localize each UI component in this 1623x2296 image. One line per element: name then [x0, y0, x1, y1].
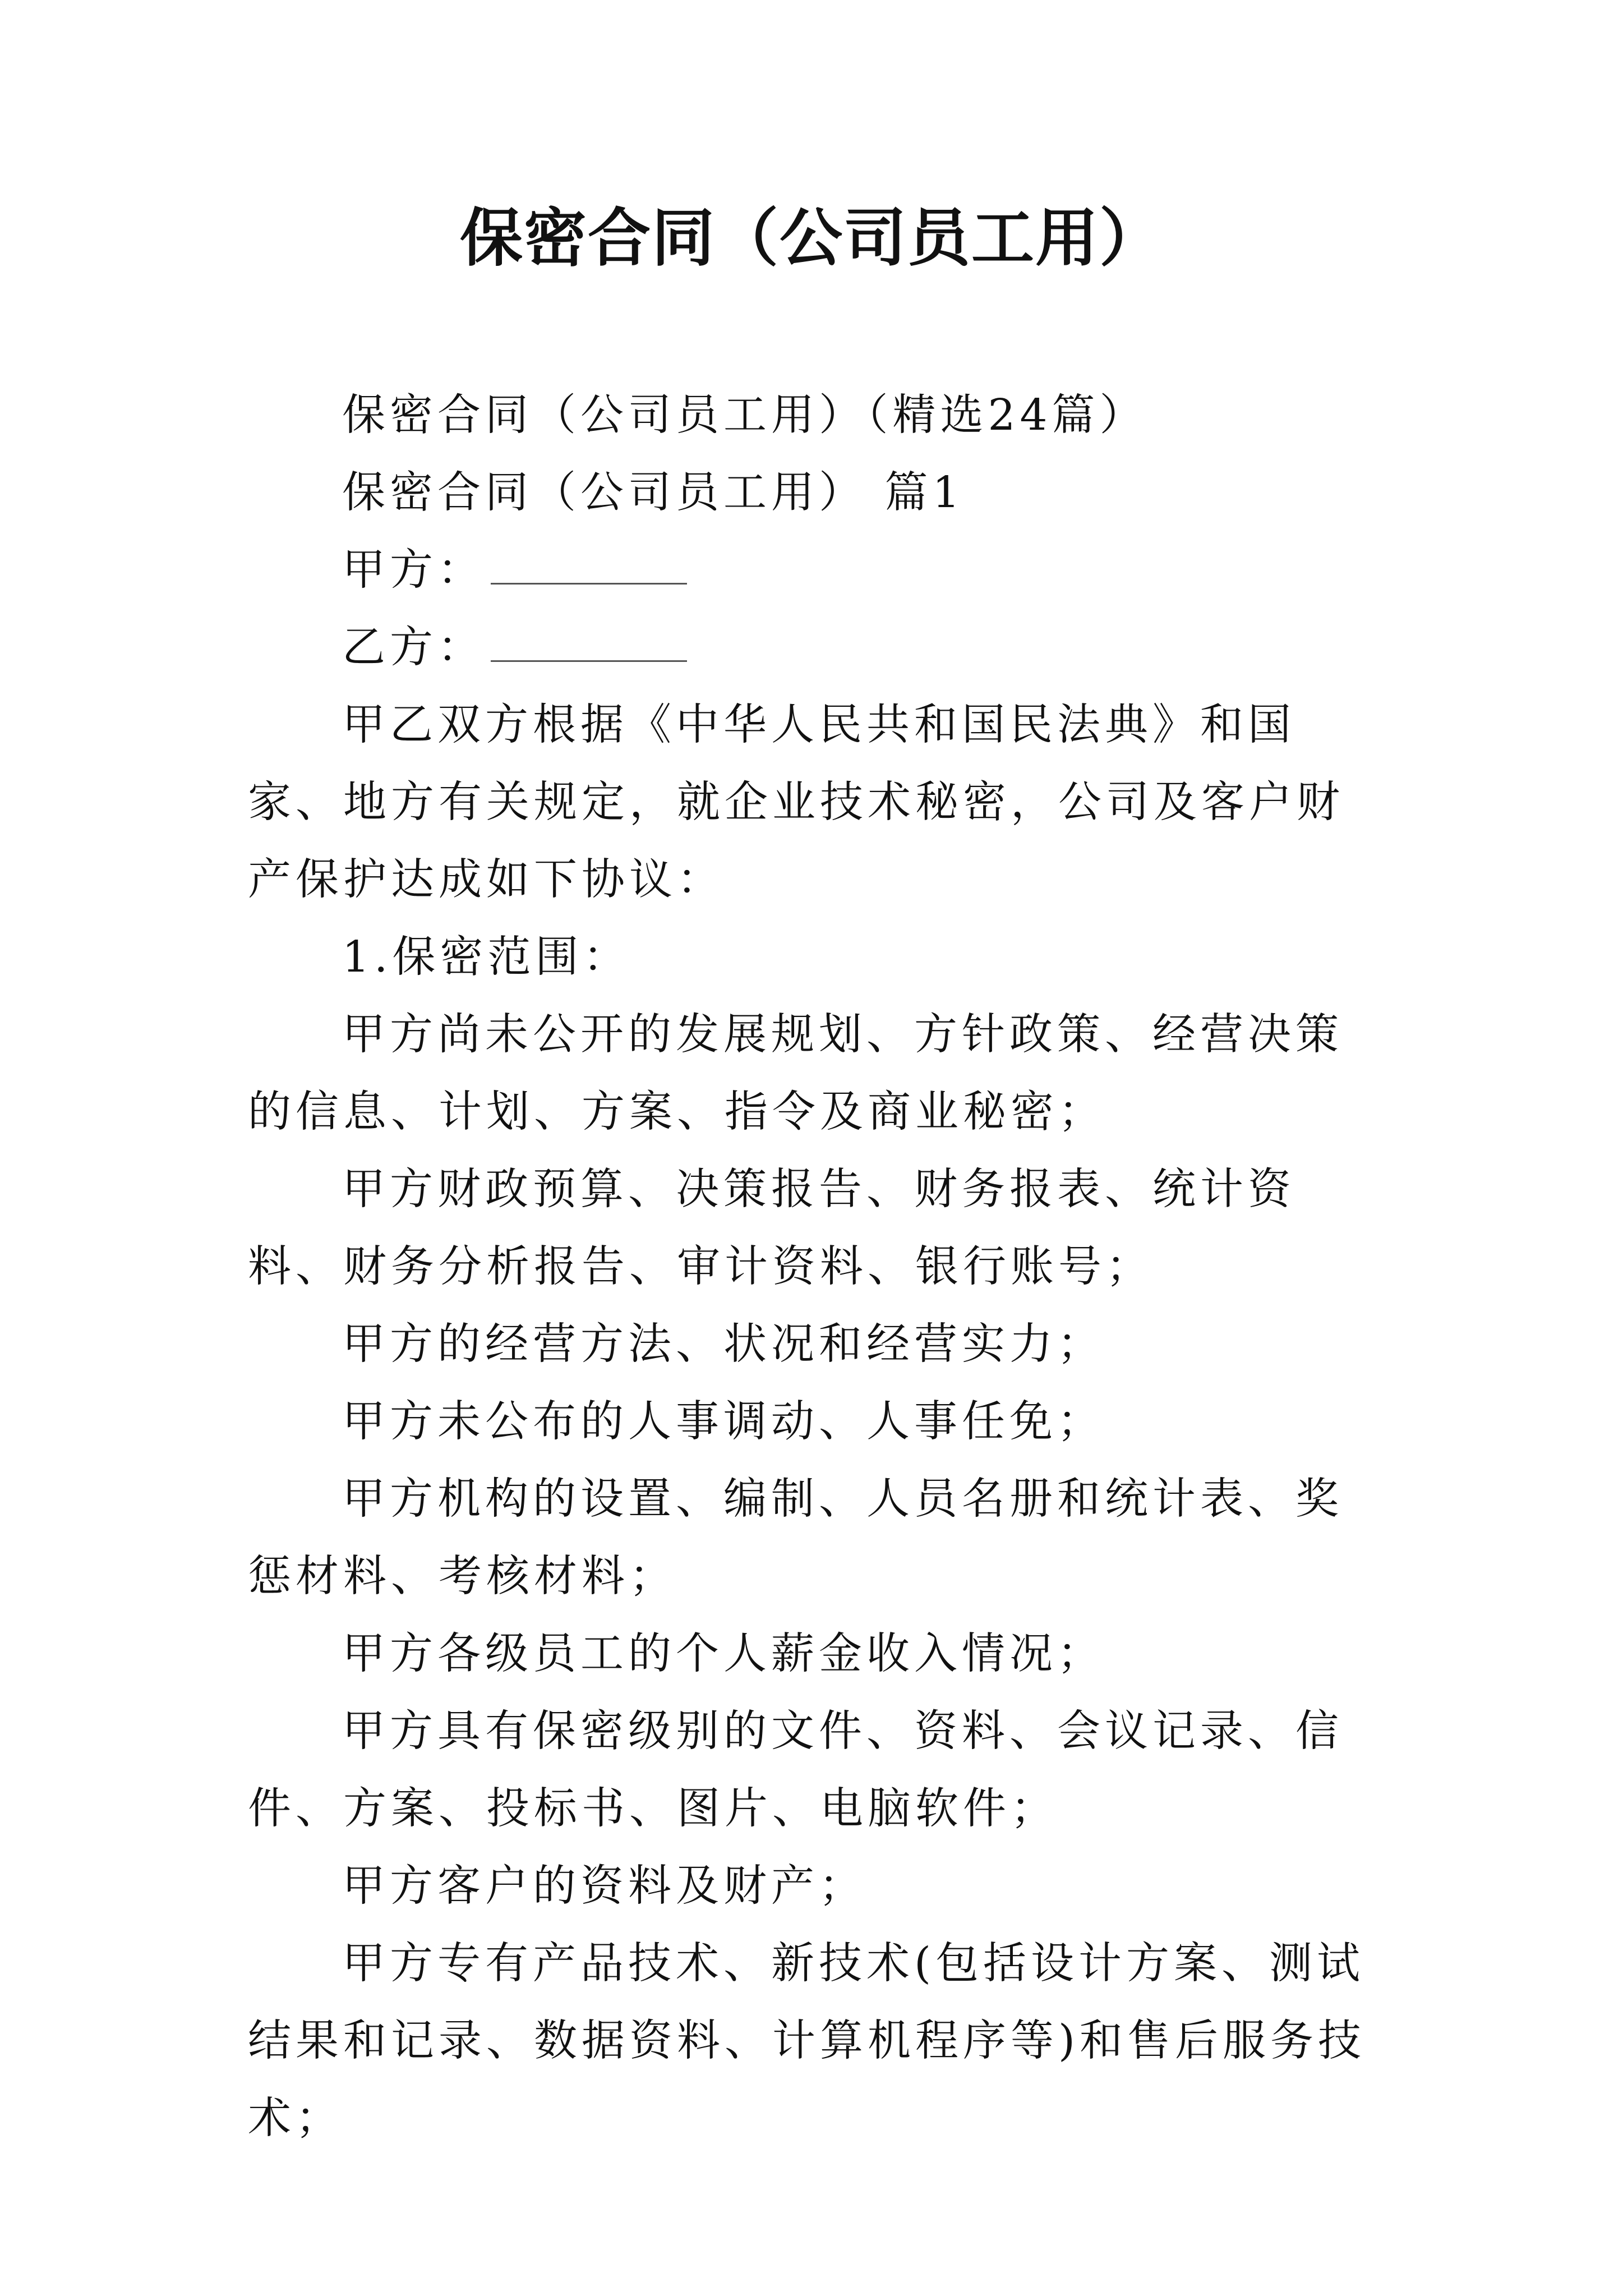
party-a-label: 甲方：: [342, 545, 485, 595]
paragraph-item: 甲方财政预算、决策报告、财务报表、统计资料、财务分析报告、审计资料、银行账号；: [248, 1165, 1295, 1292]
document-title: 保密合同（公司员工用）: [460, 202, 1163, 275]
paragraph-section-heading: 保密合同（公司员工用） 篇1: [342, 468, 965, 518]
paragraph-subtitle: 保密合同（公司员工用）（精选24篇）: [342, 390, 1147, 440]
paragraph-item: 甲方的经营方法、状况和经营实力；: [342, 1319, 1105, 1369]
party-b-blank: [491, 627, 687, 662]
paragraph-item: 甲方未公布的人事调动、人事任免；: [342, 1397, 1105, 1447]
paragraph-item: 甲方客户的资料及财产；: [342, 1861, 866, 1911]
paragraph-item: 甲方尚未公开的发展规划、方针政策、经营决策的信息、计划、方案、指令及商业秘密；: [248, 1010, 1343, 1137]
party-b-label: 乙方：: [342, 623, 485, 673]
party-a-line: [248, 532, 1381, 609]
paragraph-item: 甲方具有保密级别的文件、资料、会议记录、信件、方案、投标书、图片、电脑软件；: [248, 1706, 1343, 1834]
paragraph-scope-heading: 1.保密范围：: [342, 932, 631, 982]
party-a-blank: [491, 549, 687, 585]
party-b-line: [248, 609, 1381, 687]
paragraph-item: 甲方专有产品技术、新技术(包括设计方案、测试结果和记录、数据资料、计算机程序等)和售后服务技术；: [248, 1939, 1366, 2143]
document-body: [248, 377, 1381, 2157]
paragraph-item: 甲方各级员工的个人薪金收入情况；: [342, 1629, 1105, 1679]
paragraph-item: 甲方机构的设置、编制、人员名册和统计表、奖惩材料、考核材料；: [248, 1474, 1343, 1602]
paragraph-intro: 甲乙双方根据《中华人民共和国民法典》和国家、地方有关规定，就企业技术秘密，公司及客户财产保护达成如下协议：: [248, 700, 1344, 905]
